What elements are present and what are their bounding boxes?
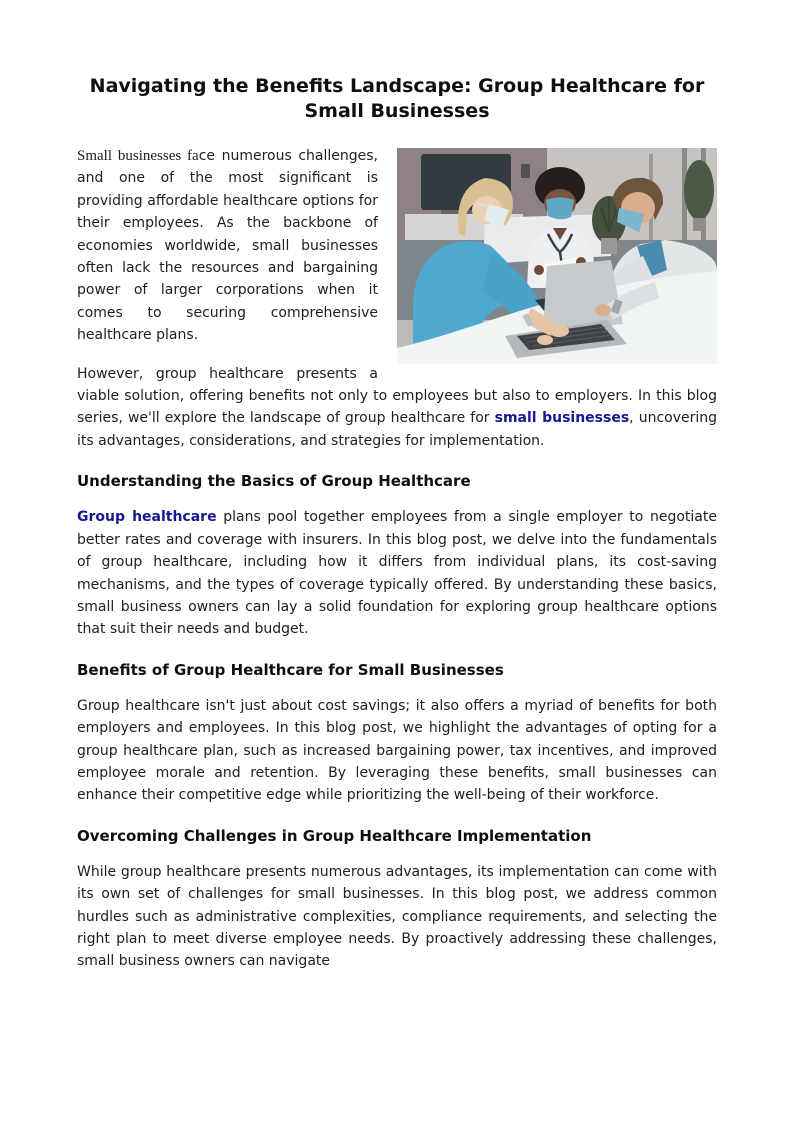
article-content xyxy=(77,74,717,989)
healthcare-team-photo xyxy=(397,148,717,364)
page-title-line-2: Small Businesses xyxy=(304,100,490,122)
paragraph-overview-after-link: , uncovering its advantages, considerations, and strategies for implementation. xyxy=(77,410,718,449)
small-businesses-link[interactable]: small businesses xyxy=(494,410,630,427)
group-healthcare-link[interactable]: Group healthcare xyxy=(77,509,217,526)
section-heading-basics: Understanding the Basics of Group Healthcare xyxy=(77,472,471,491)
page-title xyxy=(77,74,717,124)
paragraph-intro-rest: ce numerous challenges, and one of the most significant is providing affordable healthcare options for their employees. As the backbone of economies worldwide, small businesses often lack the resources and bargaining power of larger corporations when it comes to securing comprehensive healthcare plans. xyxy=(77,148,378,344)
paragraph-overview-before-link: However, group healthcare presents a viable solution, offering benefits not only to employees but also to employers. In this blog series, we'll explore the landscape of group healthcare for xyxy=(77,365,717,427)
paragraph-overview xyxy=(77,363,717,453)
paragraph-challenges: While group healthcare presents numerous advantages, its implementation can come with its own set of challenges for small businesses. In this blog post, we address common hurdles such as administrative complexities, compliance requirements, and selecting the right plan to meet diverse employee needs. By proactively addressing these challenges, small business owners can navigate xyxy=(77,863,717,970)
page-title-line-1: Navigating the Benefits Landscape: Group Healthcare for xyxy=(89,75,705,97)
section-heading-challenges: Overcoming Challenges in Group Healthcare Implementation xyxy=(77,826,592,845)
section-heading-benefits: Benefits of Group Healthcare for Small Businesses xyxy=(77,660,504,679)
paragraph-benefits: Group healthcare isn't just about cost savings; it also offers a myriad of benefits for both employers and employees. In this blog post, we highlight the advantages of opting for a group healthcare plan, such as increased bargaining power, tax incentives, and improved employee morale and retention. By leveraging these benefits, small businesses can enhance their competitive edge while prioritizing the well-being of their workforce. xyxy=(77,697,717,804)
paragraph-basics-after-link: plans pool together employees from a single employer to negotiate better rates and coverage with insurers. In this blog post, we delve into the fundamentals of group healthcare, including how it differs from individual plans, its cost-saving mechanisms, and the types of coverage typically offered. By understanding these basics, small business owners can lay a solid foundation for exploring group healthcare options that suit their needs and budget. xyxy=(77,509,717,638)
paragraph-intro-serif-lead: Small businesses fa xyxy=(77,148,199,164)
intro-section xyxy=(77,145,717,347)
paragraph-basics xyxy=(77,506,717,640)
